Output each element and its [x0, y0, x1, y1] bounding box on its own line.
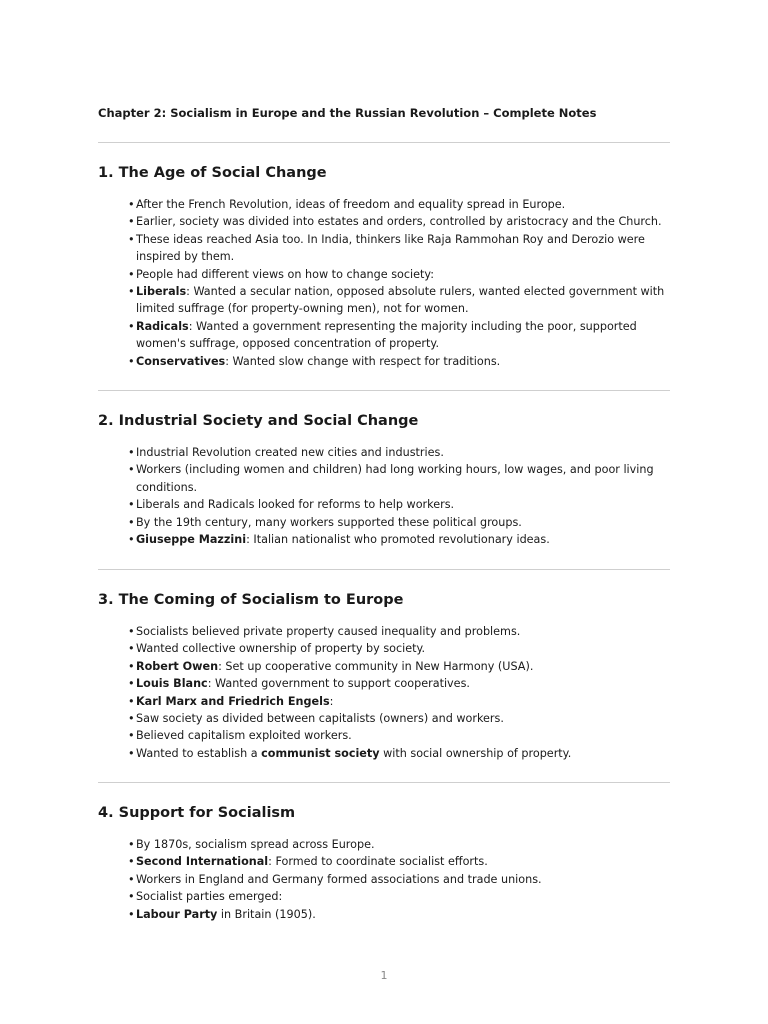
list-item: •Wanted to establish a communist society with social ownership of property. — [128, 746, 572, 760]
section-heading: 2. Industrial Society and Social Change — [98, 413, 419, 429]
list-item: •Robert Owen: Set up cooperative community in New Harmony (USA). — [128, 659, 534, 673]
list-item: •After the French Revolution, ideas of freedom and equality spread in Europe. — [128, 198, 566, 211]
list-item: •By 1870s, socialism spread across Europe. — [128, 838, 375, 851]
bullet-list — [128, 623, 673, 762]
list-item: •Believed capitalism exploited workers. — [128, 729, 352, 743]
list-item: •Earlier, society was divided into estates and orders, controlled by aristocracy and the Church. — [128, 215, 662, 229]
list-item: •Second International: Formed to coordinate socialist efforts. — [128, 855, 488, 869]
list-item: •Louis Blanc: Wanted government to support cooperatives. — [128, 677, 470, 691]
list-item: •Liberals and Radicals looked for reforms to help workers. — [128, 498, 455, 512]
section-divider — [98, 142, 670, 143]
section-coming-of-socialism — [98, 590, 670, 760]
document-title: Chapter 2: Socialism in Europe and the Russian Revolution – Complete Notes — [98, 106, 597, 120]
list-item: •Socialists believed private property caused inequality and problems. — [128, 625, 521, 638]
section-age-of-social-change — [98, 163, 670, 368]
section-divider — [98, 390, 670, 391]
list-item: •These ideas reached Asia too. In India, thinkers like Raja Rammohan Roy and Derozio were inspired by them. — [128, 232, 645, 264]
list-item: •People had different views on how to change society: — [128, 267, 434, 281]
list-item: •Socialist parties emerged: — [128, 890, 283, 904]
section-support-for-socialism — [98, 803, 670, 921]
section-industrial-society — [98, 411, 670, 547]
bullet-list — [128, 444, 673, 548]
page-number: 1 — [380, 969, 388, 982]
section-heading: 1. The Age of Social Change — [98, 165, 327, 181]
list-item: •Karl Marx and Friedrich Engels: — [128, 694, 334, 708]
list-item: •Liberals: Wanted a secular nation, opposed absolute rulers, wanted elected government with limited suffrage (for property-owning men), not for women. — [128, 285, 665, 316]
list-item: •By the 19th century, many workers supported these political groups. — [128, 515, 522, 529]
list-item: •Giuseppe Mazzini: Italian nationalist who promoted revolutionary ideas. — [128, 533, 550, 547]
bullet-list — [128, 196, 673, 370]
section-divider — [98, 569, 670, 570]
list-item: •Saw society as divided between capitalists (owners) and workers. — [128, 712, 504, 726]
list-item: •Conservatives: Wanted slow change with respect for traditions. — [128, 354, 501, 368]
section-heading: 3. The Coming of Socialism to Europe — [98, 592, 404, 608]
list-item: •Labour Party in Britain (1905). — [128, 907, 316, 921]
list-item: •Workers (including women and children) had long working hours, low wages, and poor living conditions. — [128, 463, 654, 494]
list-item: •Radicals: Wanted a government representing the majority including the poor, supported women's suffrage, opposed concentration of property. — [128, 319, 637, 351]
section-heading: 4. Support for Socialism — [98, 805, 296, 821]
list-item: •Industrial Revolution created new cities and industries. — [128, 446, 444, 459]
bullet-list — [128, 836, 673, 923]
list-item: •Wanted collective ownership of property by society. — [128, 642, 426, 656]
section-divider — [98, 782, 670, 783]
list-item: •Workers in England and Germany formed associations and trade unions. — [128, 872, 542, 886]
